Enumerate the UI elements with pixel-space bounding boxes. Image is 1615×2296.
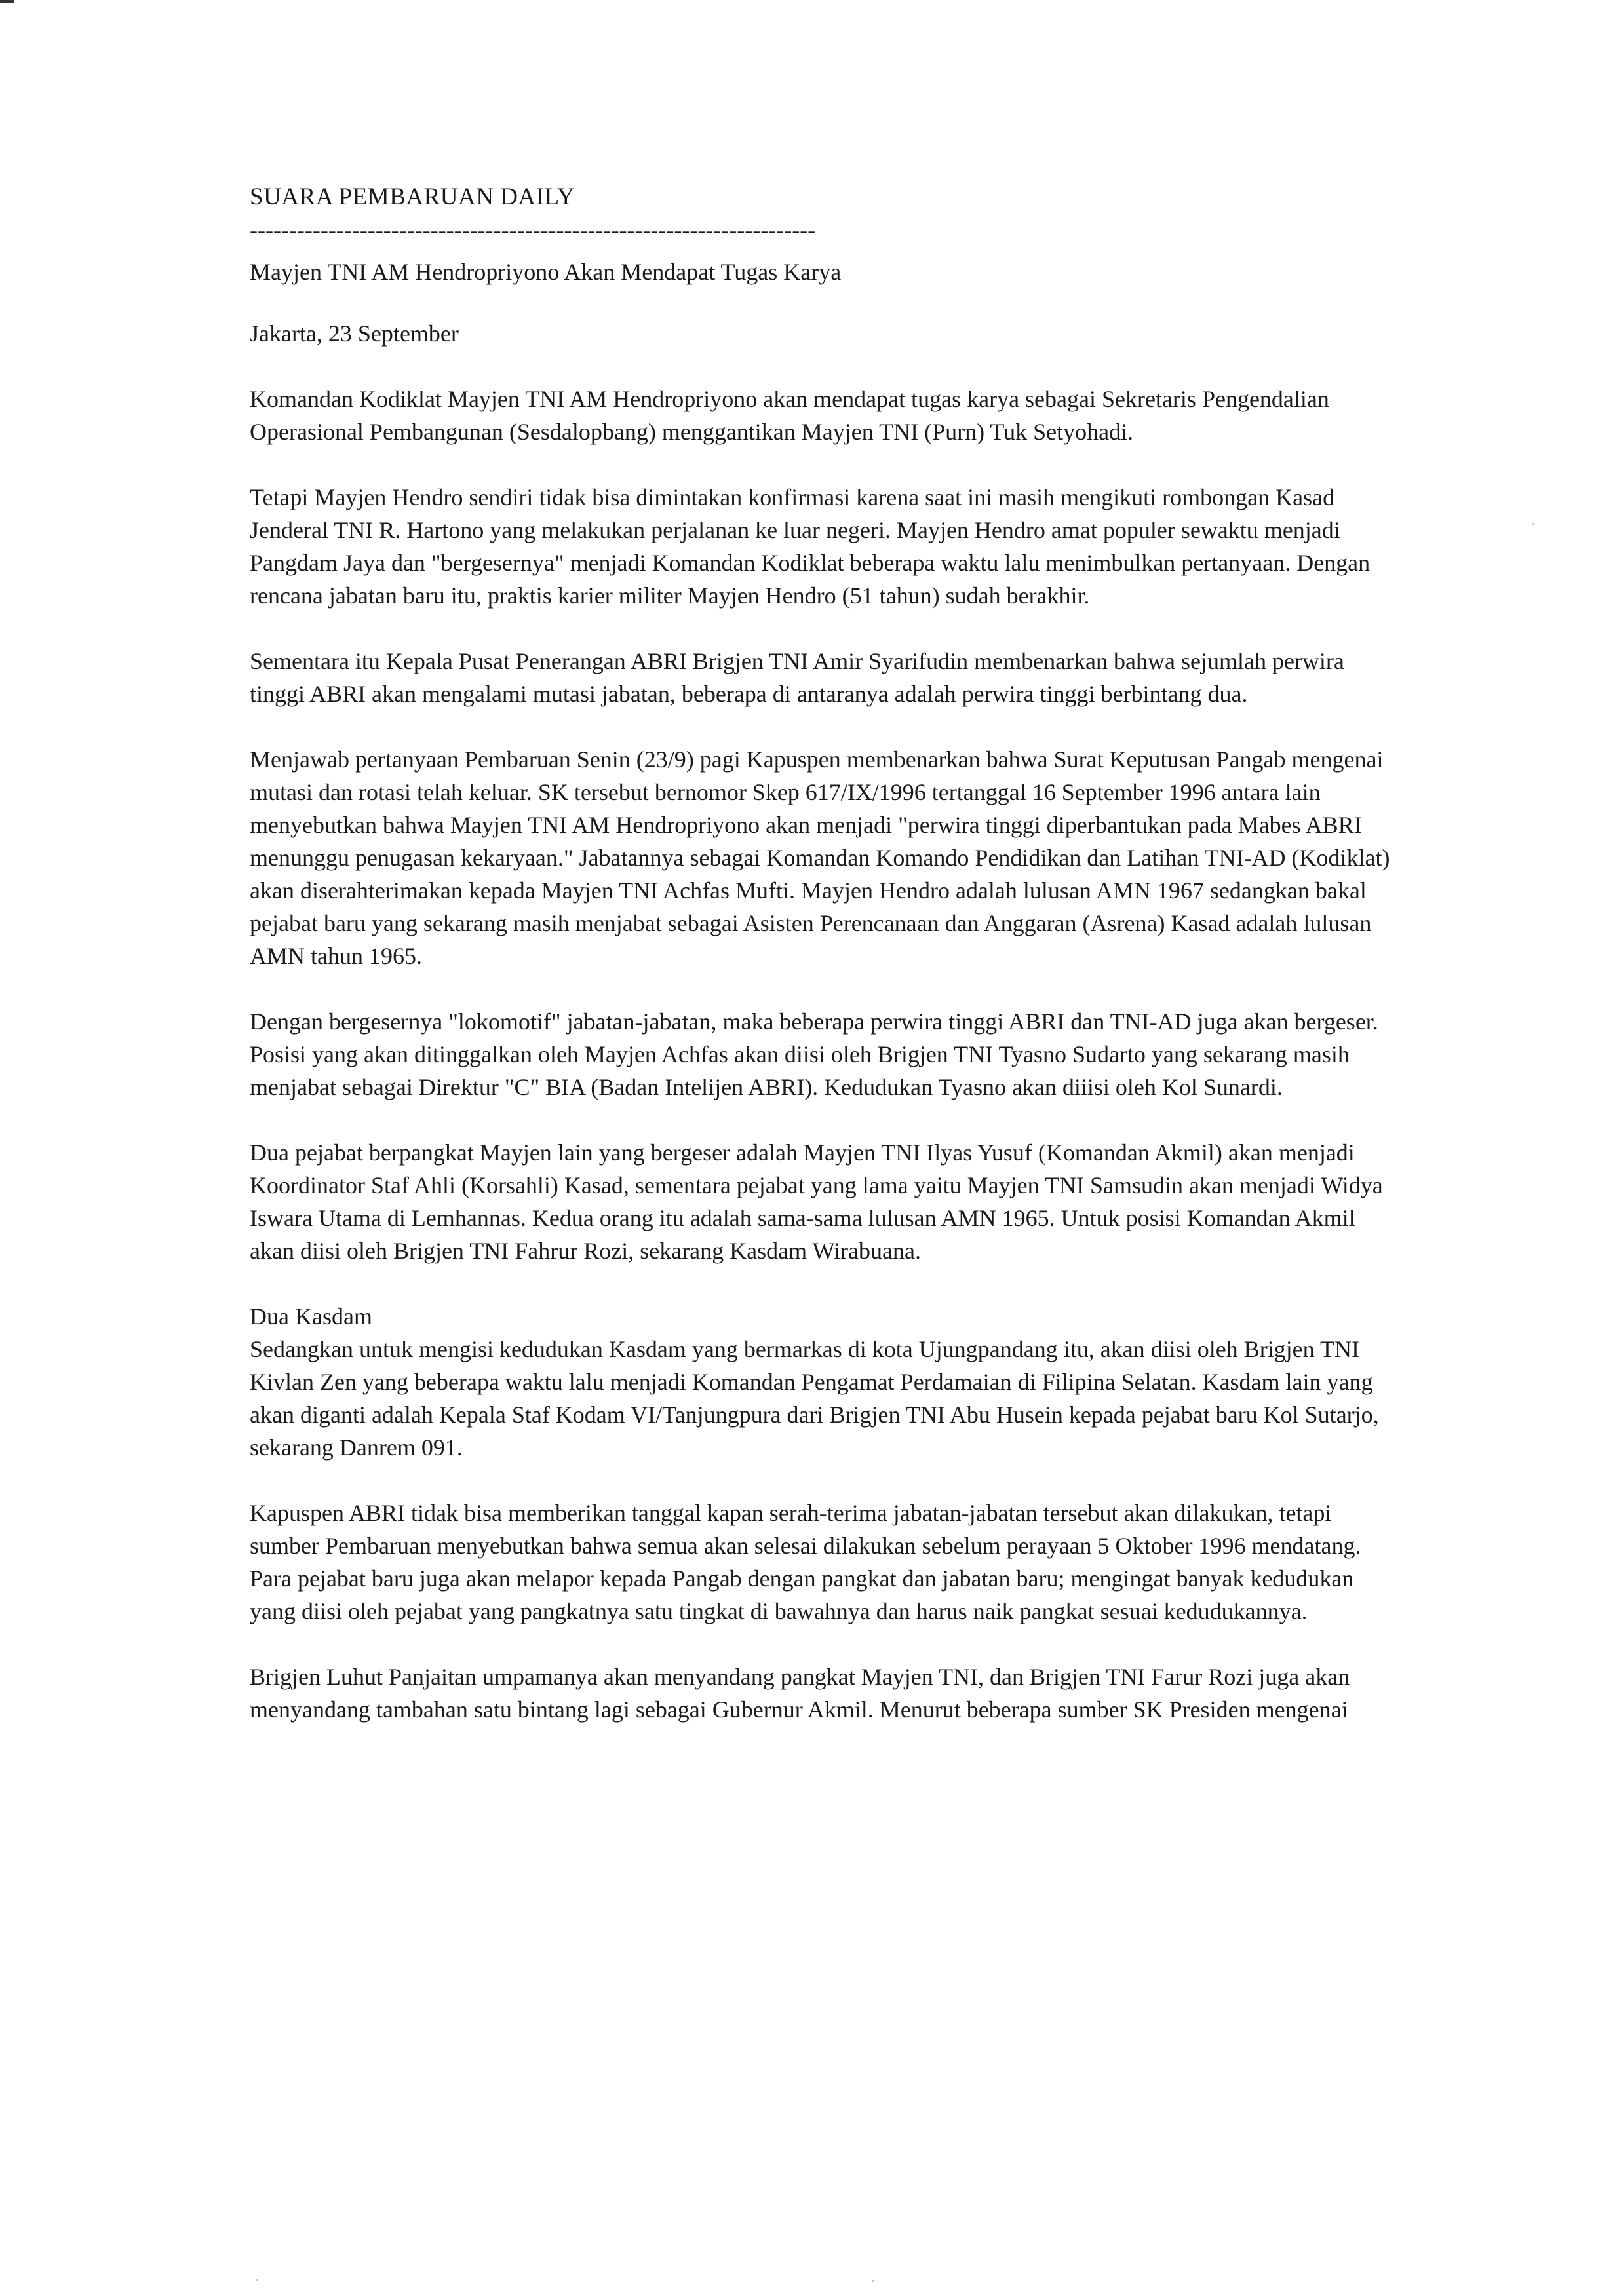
publication-name: SUARA PEMBARUAN DAILY <box>250 183 575 210</box>
scan-corner-mark <box>0 0 14 3</box>
scan-speck <box>256 2279 258 2281</box>
article <box>250 181 1403 1726</box>
paragraph: Menjawab pertanyaan Pembaruan Senin (23/9) pagi Kapuspen membenarkan bahwa Surat Keputusan Pangab mengenai mutasi dan rotasi telah keluar. SK tersebut bernomor Skep 617/IX/1996 tertanggal 16 September 1996 antara lain menyebutkan bahwa Mayjen TNI AM Hendropriyono akan menjadi "perwira tinggi diperbantukan pada Mabes ABRI menunggu penugasan kekaryaan." Jabatannya sebagai Komandan Komando Pendidikan dan Latihan TNI-AD (Kodiklat) akan diserahterimakan kepada Mayjen TNI Achfas Mufti. Mayjen Hendro adalah lulusan AMN 1967 sedangkan bakal pejabat baru yang sekarang masih menjabat sebagai Asisten Perencanaan dan Anggaran (Asrena) Kasad adalah lulusan AMN tahun 1965. <box>250 746 1390 969</box>
scan-speck <box>1532 523 1534 525</box>
paragraph: Komandan Kodiklat Mayjen TNI AM Hendropriyono akan mendapat tugas karya sebagai Sekretaris Pengendalian Operasional Pembangunan (Sesdalopbang) menggantikan Mayjen TNI (Purn) Tuk Setyohadi. <box>250 386 1329 445</box>
section-subhead: Dua Kasdam <box>250 1303 372 1330</box>
dateline: Jakarta, 23 September <box>250 320 459 347</box>
paragraph: Kapuspen ABRI tidak bisa memberikan tanggal kapan serah-terima jabatan-jabatan tersebut akan dilakukan, tetapi sumber Pembaruan menyebutkan bahwa semua akan selesai dilakukan sebelum perayaan 5 Oktober 1996 mendatang. Para pejabat baru juga akan melapor kepada Pangab dengan pangkat dan jabatan baru; mengingat banyak kedudukan yang diisi oleh pejabat yang pangkatnya satu tingkat di bawahnya dan harus naik pangkat sesuai kedudukannya. <box>250 1500 1361 1624</box>
paragraph: Brigjen Luhut Panjaitan umpamanya akan menyandang pangkat Mayjen TNI, dan Brigjen TNI Farur Rozi juga akan menyandang tambahan satu bintang lagi sebagai Gubernur Akmil. Menurut beberapa sumber SK Presiden mengenai <box>250 1664 1350 1723</box>
paragraph: Sementara itu Kepala Pusat Penerangan ABRI Brigjen TNI Amir Syarifudin membenarkan bahwa sejumlah perwira tinggi ABRI akan mengalami mutasi jabatan, beberapa di antaranya adalah perwira tinggi berbintang dua. <box>250 648 1344 707</box>
paragraph: Tetapi Mayjen Hendro sendiri tidak bisa dimintakan konfirmasi karena saat ini masih mengikuti rombongan Kasad Jenderal TNI R. Hartono yang melakukan perjalanan ke luar negeri. Mayjen Hendro amat populer sewaktu menjadi Pangdam Jaya dan "bergesernya" menjadi Komandan Kodiklat beberapa waktu lalu menimbulkan pertanyaan. Dengan rencana jabatan baru itu, praktis karier militer Mayjen Hendro (51 tahun) sudah berakhir. <box>250 484 1371 609</box>
scan-speck <box>872 2280 874 2282</box>
headline: Mayjen TNI AM Hendropriyono Akan Mendapat Tugas Karya <box>250 259 842 285</box>
paragraph: Sedangkan untuk mengisi kedudukan Kasdam yang bermarkas di kota Ujungpandang itu, akan diisi oleh Brigjen TNI Kivlan Zen yang beberapa waktu lalu menjadi Komandan Pengamat Perdamaian di Filipina Selatan. Kasdam lain yang akan diganti adalah Kepala Staf Kodam VI/Tanjungpura dari Brigjen TNI Abu Husein kepada pejabat baru Kol Sutarjo, sekarang Danrem 091. <box>250 1336 1379 1461</box>
paragraph: Dengan bergesernya "lokomotif" jabatan-jabatan, maka beberapa perwira tinggi ABRI dan TNI-AD juga akan bergeser. Posisi yang akan ditinggalkan oleh Mayjen Achfas akan diisi oleh Brigjen TNI Tyasno Sudarto yang sekarang masih menjabat sebagai Direktur "C" BIA (Badan Intelijen ABRI). Kedudukan Tyasno akan diiisi oleh Kol Sunardi. <box>250 1008 1378 1100</box>
separator-rule: ------------------------------------------------------------------------ <box>250 217 816 243</box>
paragraph: Dua pejabat berpangkat Mayjen lain yang bergeser adalah Mayjen TNI Ilyas Yusuf (Komandan Akmil) akan menjadi Koordinator Staf Ahli (Korsahli) Kasad, sementara pejabat yang lama yaitu Mayjen TNI Samsudin akan menjadi Widya Iswara Utama di Lemhannas. Kedua orang itu adalah sama-sama lulusan AMN 1965. Untuk posisi Komandan Akmil akan diisi oleh Brigjen TNI Fahrur Rozi, sekarang Kasdam Wirabuana. <box>250 1139 1383 1264</box>
